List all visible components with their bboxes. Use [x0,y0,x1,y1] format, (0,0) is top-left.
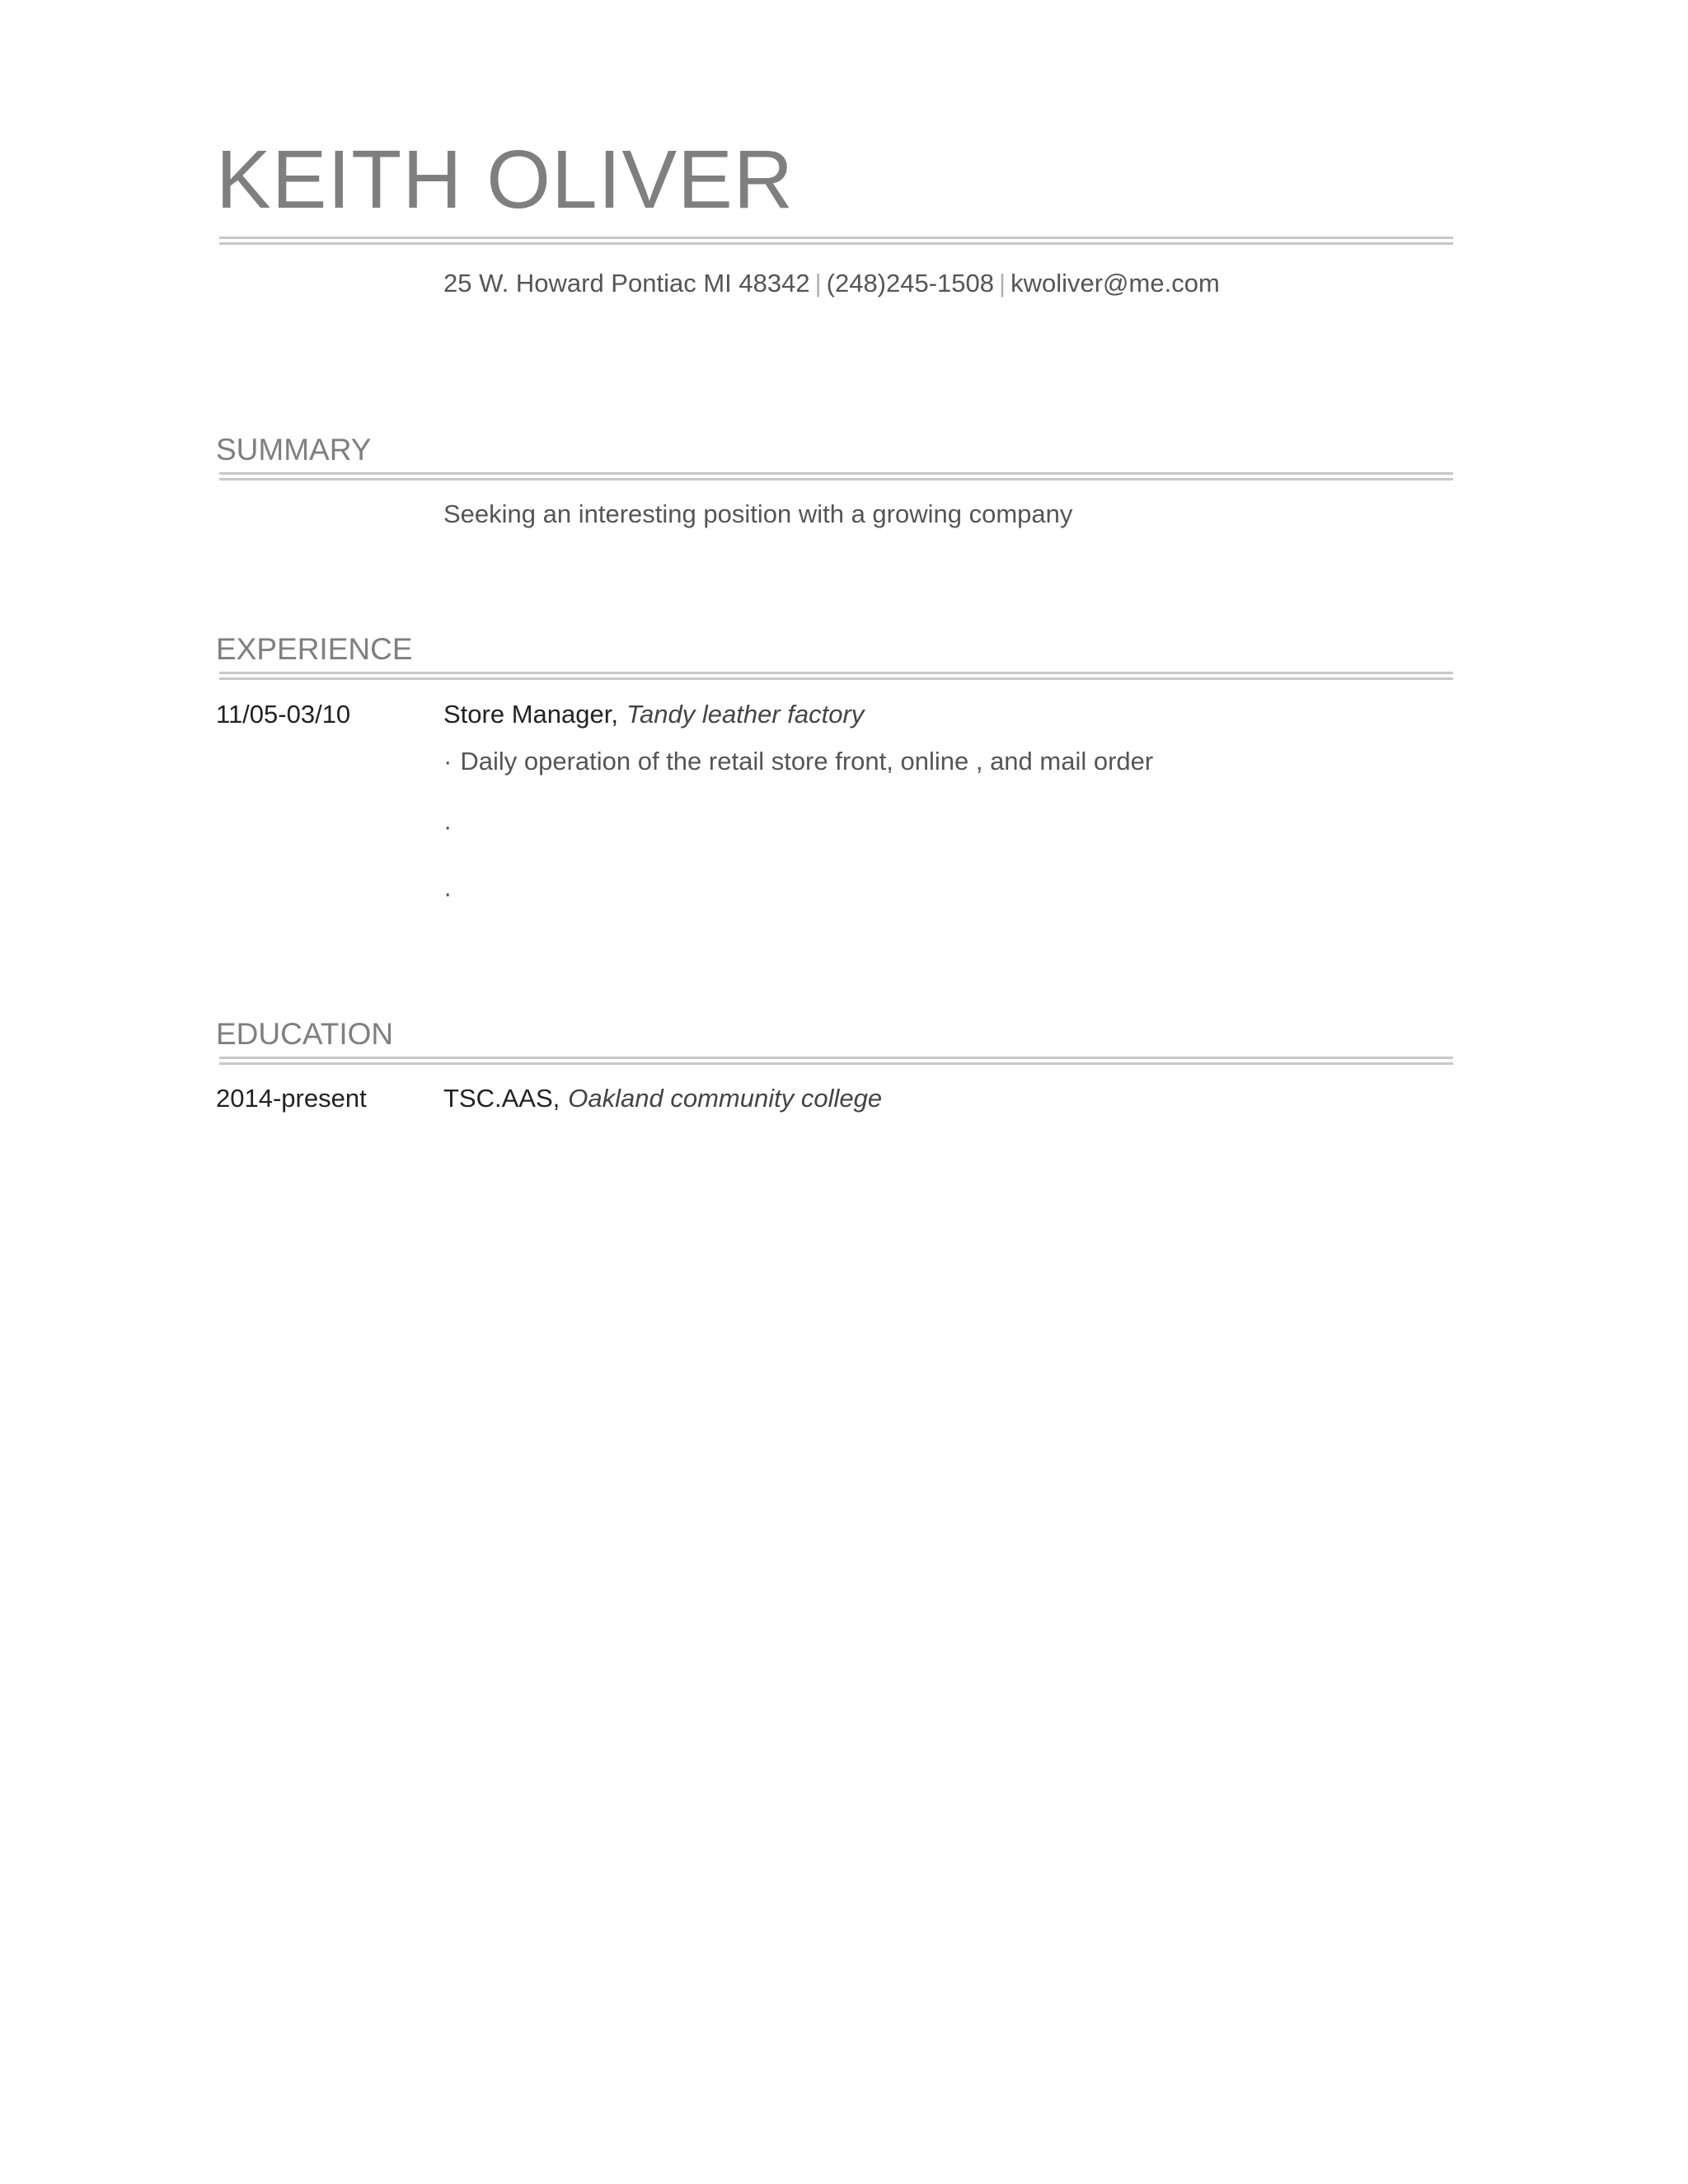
experience-entry-title [443,700,864,729]
experience-bullet [443,879,460,908]
summary-heading: SUMMARY [216,433,372,466]
bullet-marker: · [443,879,452,907]
job-employer: Tandy leather factory [626,700,865,729]
resume-name: KEITH OLIVER [216,134,795,226]
experience-bullet [443,812,460,841]
degree-title: TSC.AAS, [443,1084,560,1113]
education-entry-title [443,1084,882,1113]
experience-dates: 11/05-03/10 [216,700,351,729]
bullet-text: Daily operation of the retail store front, online , and mail order [460,747,1154,776]
bullet-marker: · [443,812,452,841]
job-title: Store Manager, [443,700,618,729]
summary-divider [219,472,1453,480]
experience-divider [219,672,1453,680]
education-divider [219,1057,1453,1065]
contact-email: kwoliver@me.com [1010,269,1220,298]
education-dates: 2014-present [216,1084,367,1113]
contact-separator: | [999,269,1006,298]
experience-bullet [443,747,1153,776]
experience-heading: EXPERIENCE [216,632,413,666]
contact-address: 25 W. Howard Pontiac MI 48342 [443,269,810,298]
summary-text: Seeking an interesting position with a growing company [443,499,1073,528]
bullet-marker: · [443,747,452,776]
contact-line [443,269,1220,298]
education-heading: EDUCATION [216,1017,394,1051]
contact-separator: | [814,269,822,298]
school-name: Oakland community college [568,1084,883,1113]
name-divider [219,237,1453,245]
contact-phone: (248)245-1508 [826,269,995,298]
